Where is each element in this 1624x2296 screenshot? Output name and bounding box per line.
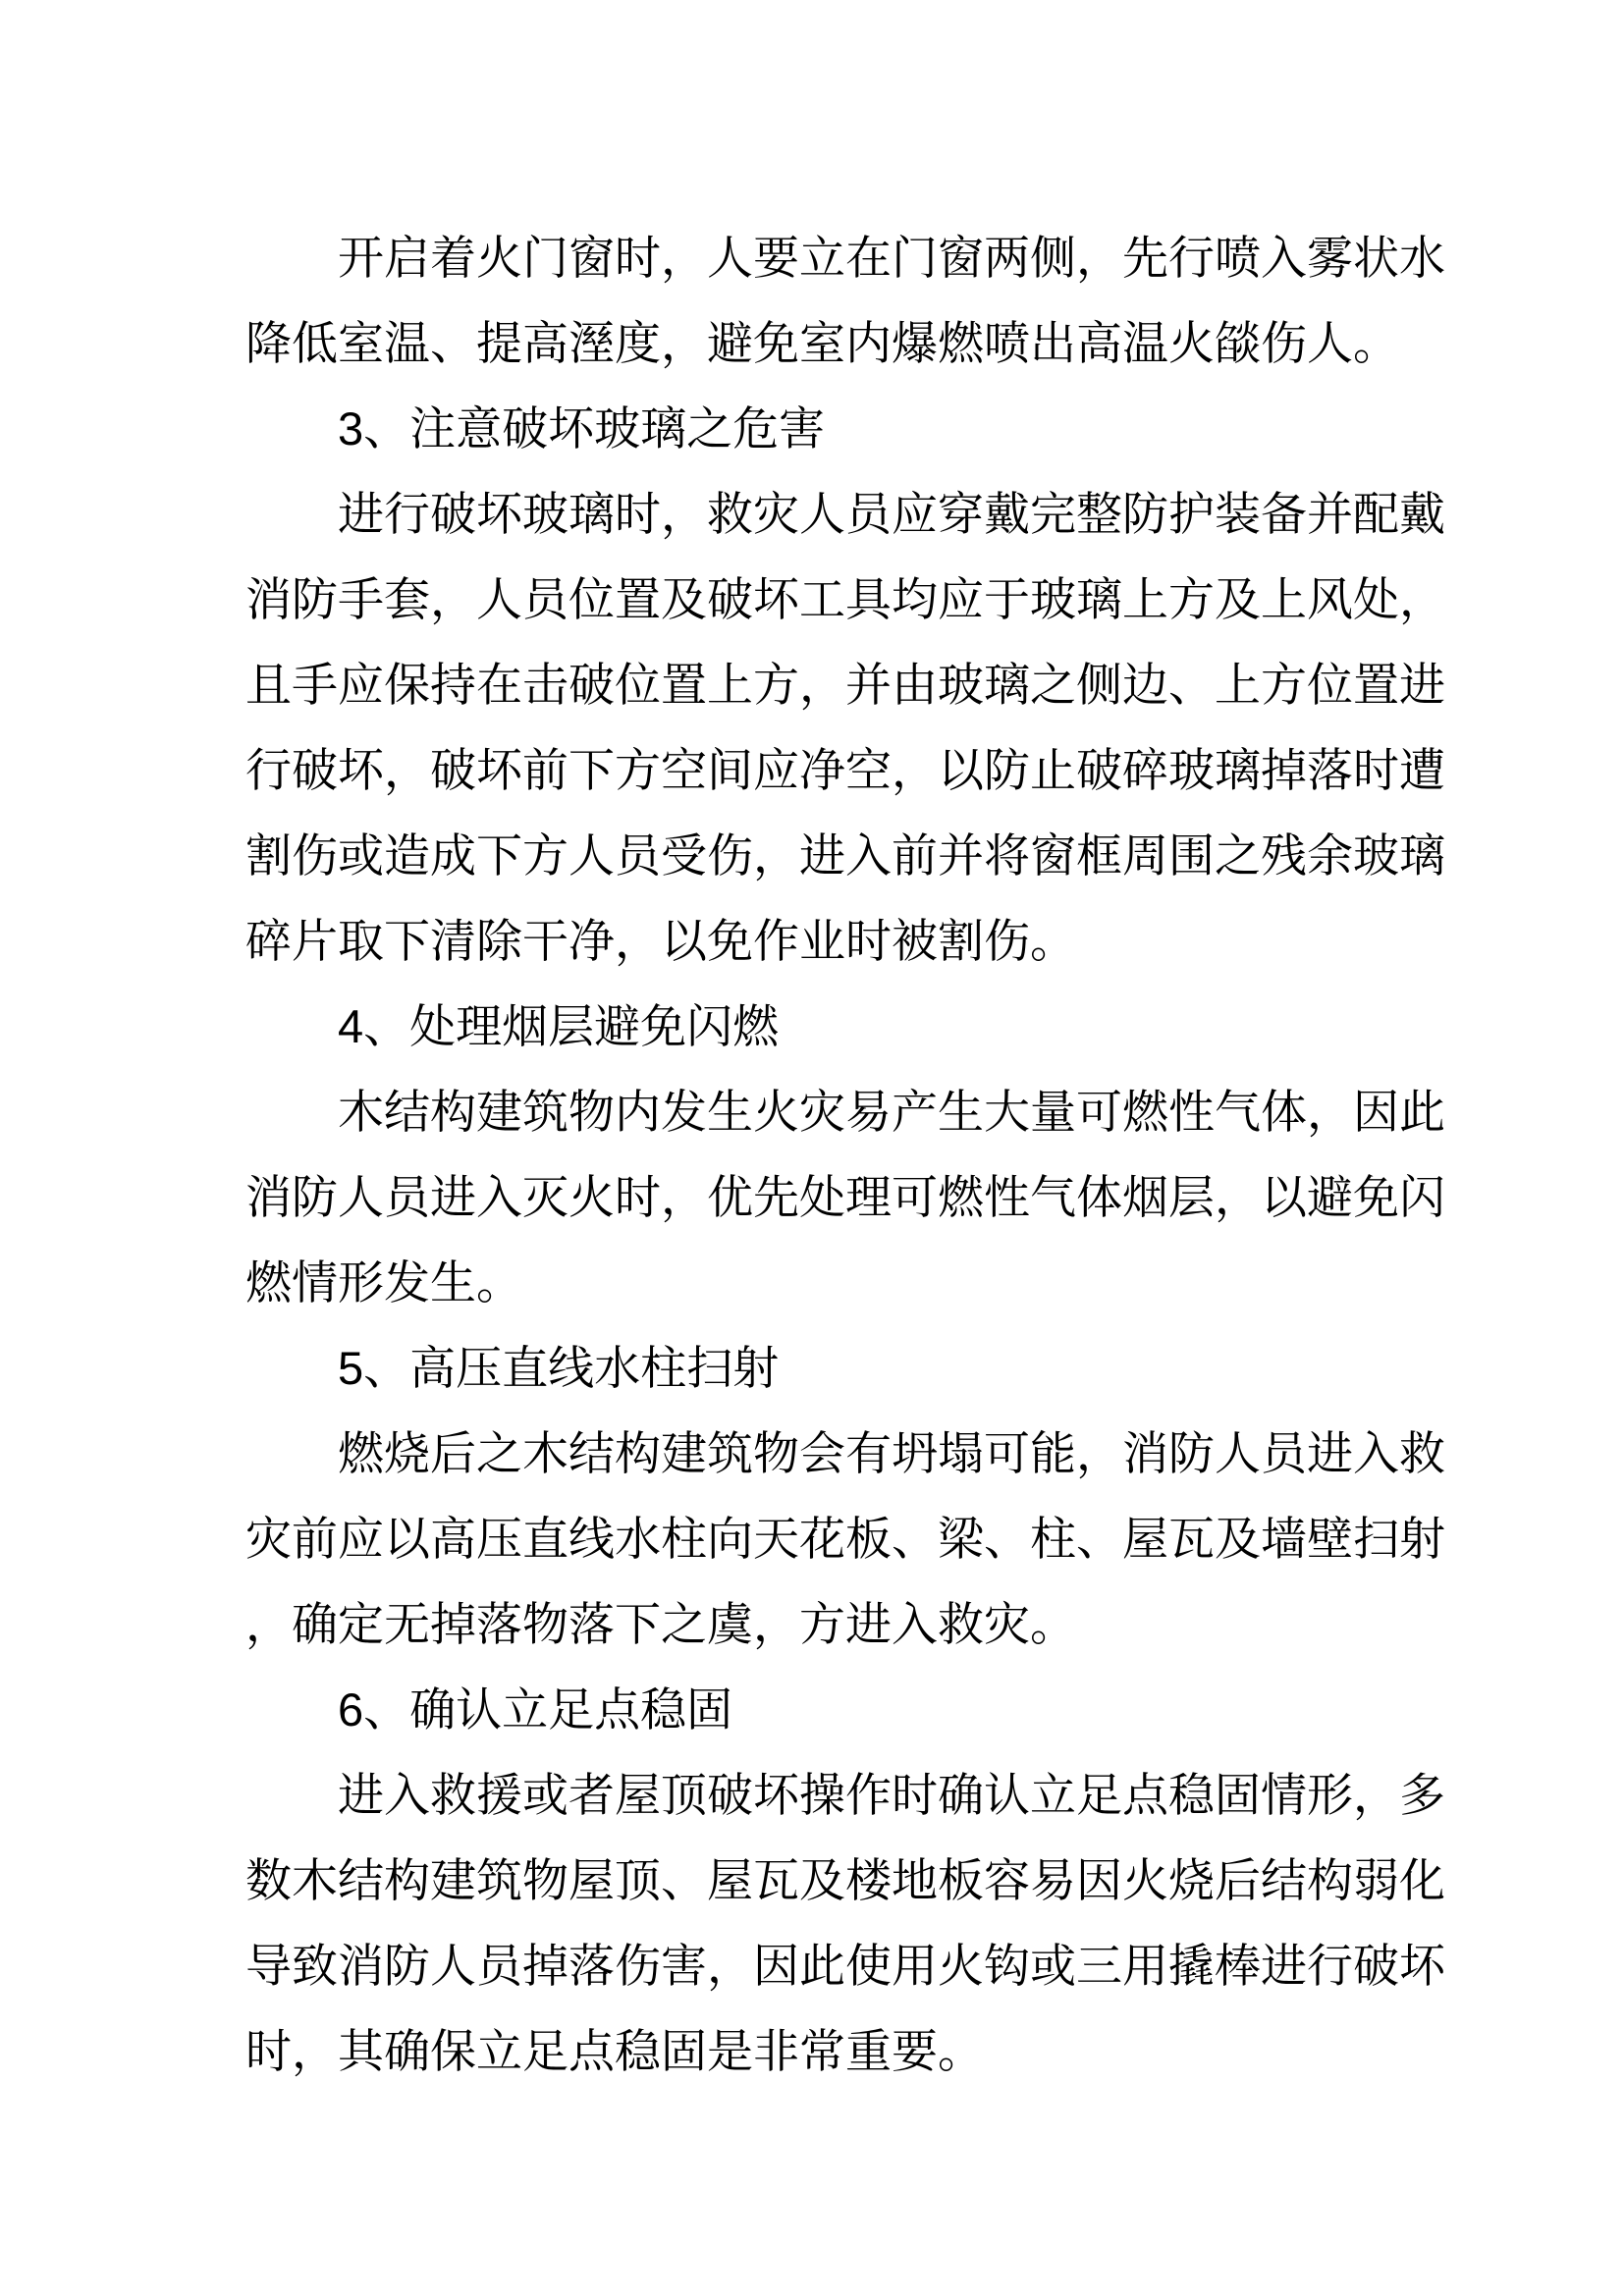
section-heading: 3、注意破坏玻璃之危害 — [338, 402, 826, 454]
section-heading: 4、处理烟层避免闪燃 — [338, 1000, 780, 1052]
body-paragraph: 木结构建筑物内发生火灾易产生大量可燃性气体，因此消防人员进入灭火时，优先处理可燃性气体烟层，以避免闪燃情形发生。 — [245, 1086, 1445, 1308]
section-heading: 6、确认立足点稳固 — [338, 1683, 733, 1735]
document-body — [245, 215, 1445, 2094]
body-paragraph: 进入救援或者屋顶破坏操作时确认立足点稳固情形，多数木结构建筑物屋顶、屋瓦及楼地板容易因火烧后结构弱化导致消防人员掉落伤害，因此使用火钩或三用撬棒进行破坏时，其确保立足点稳固是非常重要。 — [245, 1769, 1445, 2077]
section-heading: 5、高压直线水柱扫射 — [338, 1342, 780, 1394]
body-paragraph: 进行破坏玻璃时，救灾人员应穿戴完整防护装备并配戴消防手套，人员位置及破坏工具均应于玻璃上方及上风处，且手应保持在击破位置上方，并由玻璃之侧边、上方位置进行破坏，破坏前下方空间应净空，以防止破碎玻璃掉落时遭割伤或造成下方人员受伤，进入前并将窗框周围之残余玻璃碎片取下清除干净，以免作业时被割伤。 — [245, 488, 1445, 967]
body-paragraph: 开启着火门窗时，人要立在门窗两侧，先行喷入雾状水降低室温、提高溼度，避免室内爆燃喷出高温火燄伤人。 — [245, 232, 1445, 369]
body-paragraph: 燃烧后之木结构建筑物会有坍塌可能，消防人员进入救灾前应以高压直线水柱向天花板、梁、柱、屋瓦及墙壁扫射，确定无掉落物落下之虞，方进入救灾。 — [245, 1427, 1445, 1650]
